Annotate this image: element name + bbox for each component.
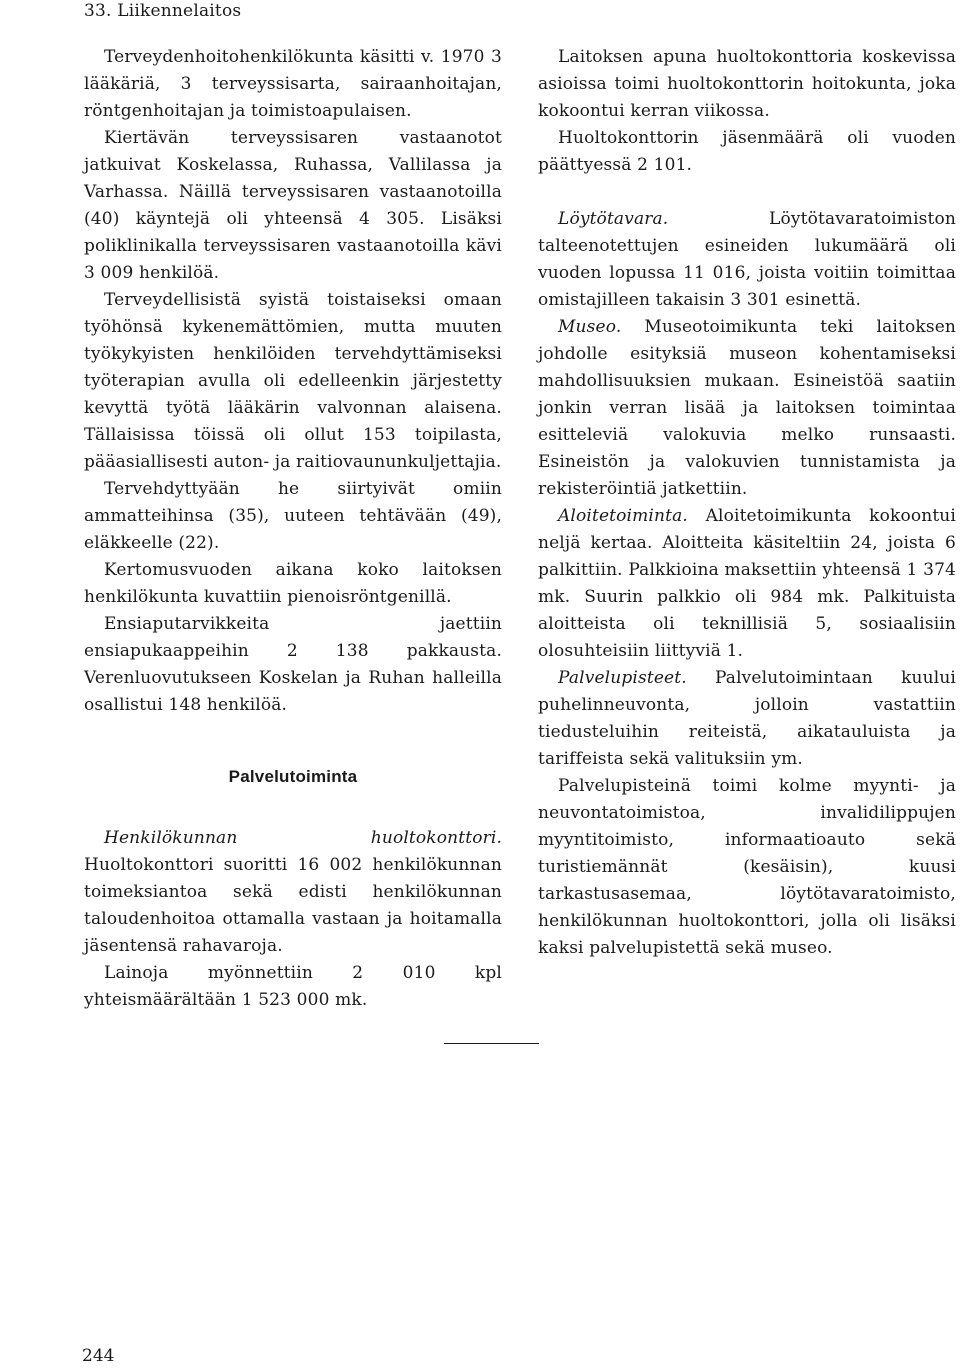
end-rule [444,1043,539,1044]
subheading-initiatives: Aloitetoiminta. [558,506,688,526]
subheading-service-office: Henkilökunnan huoltokonttori. [104,828,502,848]
paragraph-museum [538,314,956,503]
running-header: 33. Liikennelaitos [84,1,242,21]
paragraph-first-aid: Ensiaputarvikkeita jaettiin ensiapukaappeihin 2 138 pakkausta. Verenluovutukseen Koskelan ja Ruhan halleilla osallistui 148 henkilöä. [84,614,502,715]
paragraph-nurse-visits: Kiertävän terveyssisaren vastaanotot jatkuivat Koskelassa, Ruhassa, Vallilassa ja Varhassa. Näillä terveyssisaren vastaanotoilla (40) käyntejä oli yhteensä 4 305. Lisäksi poliklinikalla terveyssisaren vastaanotoilla kävi 3 009 henkilöä. [84,128,502,283]
subheading-museum: Museo. [558,317,622,337]
subheading-lost-property: Löytötavara. [558,209,669,229]
paragraph-return-to-work: Tervehdyttyään he siirtyivät omiin ammatteihinsa (35), uuteen tehtävään (49), eläkkeelle (22). [84,479,502,553]
paragraph-service-point-list: Palvelupisteinä toimi kolme myynti- ja neuvontatoimistoa, invalidilippujen myyntitoimisto, informaatioauto sekä turistiemännät (kesäisin), kuusi tarkastusasemaa, löytötavaratoimisto, henkilökunnan huoltokonttori, jolla oli lisäksi kaksi palvelupistettä sekä museo. [538,776,956,958]
page-number: 244 [82,1346,115,1366]
paragraph-membership: Huoltokonttorin jäsenmäärä oli vuoden päättyessä 2 101. [538,128,956,175]
service-office-text: Huoltokonttori suoritti 16 002 henkilökunnan toimeksiantoa sekä edisti henkilökunnan taloudenhoitoa ottamalla vastaan ja hoitamalla jäsentensä rahavaroja. [84,855,502,956]
paragraph-health-staff: Terveydenhoitohenkilökunta käsitti v. 1970 3 lääkäriä, 3 terveyssisarta, sairaanhoitajan, röntgenhoitajan ja toimistoapulaisen. [84,47,502,121]
museum-text: Museotoimikunta teki laitoksen johdolle esityksiä museon kohentamiseksi mahdollisuuksien mukaan. Esineistöä saatiin jonkin verran lisää ja laitoksen toimintaa esitteleviä valokuvia melko runsaasti. Esineistön ja valokuvien tunnistamista ja rekisteröintiä jatkettiin. [538,317,956,499]
paragraph-service-points [538,665,956,773]
left-column [84,44,502,1014]
paragraph-lost-property [538,206,956,314]
paragraph-loans: Lainoja myönnettiin 2 010 kpl yhteismäärältään 1 523 000 mk. [84,963,502,1010]
paragraph-xray: Kertomusvuoden aikana koko laitoksen henkilökunta kuvattiin pienoisröntgenillä. [84,560,502,607]
paragraph-initiatives [538,503,956,665]
service-points-text: Palvelutoimintaan kuului puhelinneuvonta, jolloin vastattiin tiedusteluihin reiteistä, aikatauluista ja tariffeista sekä valituksiin ym. [538,668,956,769]
paragraph-work-therapy: Terveydellisistä syistä toistaiseksi omaan työhönsä kykenemättömien, mutta muuten työkykyisten henkilöiden tervehdyttämiseksi työterapian avulla oli edelleenkin järjestetty kevyttä työtä lääkärin valvonnan alaisena. Tällaisissa töissä oli ollut 153 toipilasta, pääasiallisesti auton- ja raitiovaununkuljettajia. [84,290,502,472]
right-column [538,44,956,962]
initiatives-text: Aloitetoimikunta kokoontui neljä kertaa. Aloitteita käsiteltiin 24, joista 6 palkittiin. Palkkioina maksettiin yhteensä 1 374 mk. Suurin palkkio oli 984 mk. Palkituista aloitteista oli teknillisiä 5, sosiaalisiin olosuhteisiin liittyviä 1. [538,506,956,661]
paragraph-board: Laitoksen apuna huoltokonttoria koskevissa asioissa toimi huoltokonttorin hoitokunta, joka kokoontui kerran viikossa. [538,47,956,121]
subheading-service-points: Palvelupisteet. [558,668,687,688]
section-heading: Palvelutoiminta [228,767,358,786]
paragraph-service-office [84,825,502,960]
lost-property-text: Löytötavaratoimiston talteenotettujen esineiden lukumäärä oli vuoden lopussa 11 016, joista voitiin toimittaa omistajilleen takaisin 3 301 esinettä. [538,209,956,310]
